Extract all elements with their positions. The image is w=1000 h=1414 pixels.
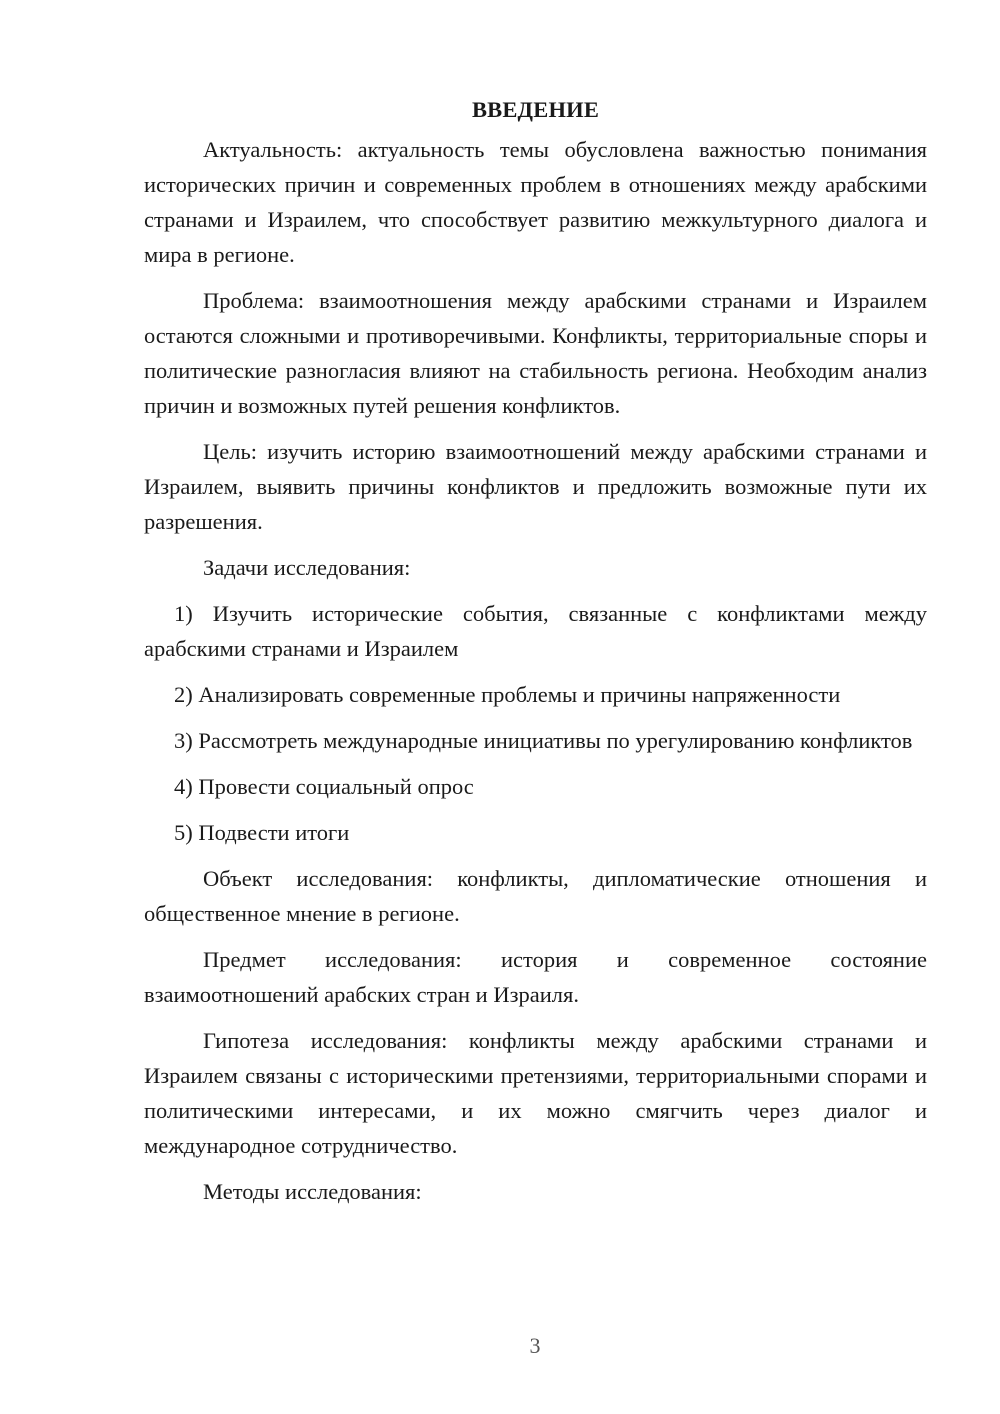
document-page bbox=[144, 92, 927, 1220]
task-item-2: 2) Анализировать современные проблемы и причины напряженности bbox=[174, 682, 841, 707]
task-item-1: 1) Изучить исторические события, связанные с конфликтами между арабскими странами и Израилем bbox=[144, 601, 927, 661]
tasks-heading: Задачи исследования: bbox=[203, 555, 411, 580]
object-paragraph: Объект исследования: конфликты, дипломатические отношения и общественное мнение в регионе. bbox=[144, 866, 927, 926]
hypothesis-paragraph: Гипотеза исследования: конфликты между арабскими странами и Израилем связаны с историческими претензиями, территориальными спорами и политическими интересами, и их можно смягчить через диалог и международное сотрудничество. bbox=[144, 1028, 927, 1158]
methods-heading: Методы исследования: bbox=[203, 1179, 422, 1204]
page-number: 3 bbox=[529, 1333, 541, 1358]
subject-paragraph: Предмет исследования: история и современное состояние взаимоотношений арабских стран и Израиля. bbox=[144, 947, 927, 1007]
section-heading: ВВЕДЕНИЕ bbox=[471, 97, 600, 122]
problem-paragraph: Проблема: взаимоотношения между арабскими странами и Израилем остаются сложными и противоречивыми. Конфликты, территориальные споры и политические разногласия влияют на стабильность региона. Необходим анализ причин и возможных путей решения конфликтов. bbox=[144, 288, 927, 418]
relevance-paragraph: Актуальность: актуальность темы обусловлена важностью понимания исторических причин и современных проблем в отношениях между арабскими странами и Израилем, что способствует развитию межкультурного диалога и мира в регионе. bbox=[144, 137, 927, 267]
task-item-3: 3) Рассмотреть международные инициативы по урегулированию конфликтов bbox=[174, 728, 913, 753]
task-item-5: 5) Подвести итоги bbox=[174, 820, 350, 845]
goal-paragraph: Цель: изучить историю взаимоотношений между арабскими странами и Израилем, выявить причины конфликтов и предложить возможные пути их разрешения. bbox=[144, 439, 927, 534]
task-item-4: 4) Провести социальный опрос bbox=[174, 774, 474, 799]
